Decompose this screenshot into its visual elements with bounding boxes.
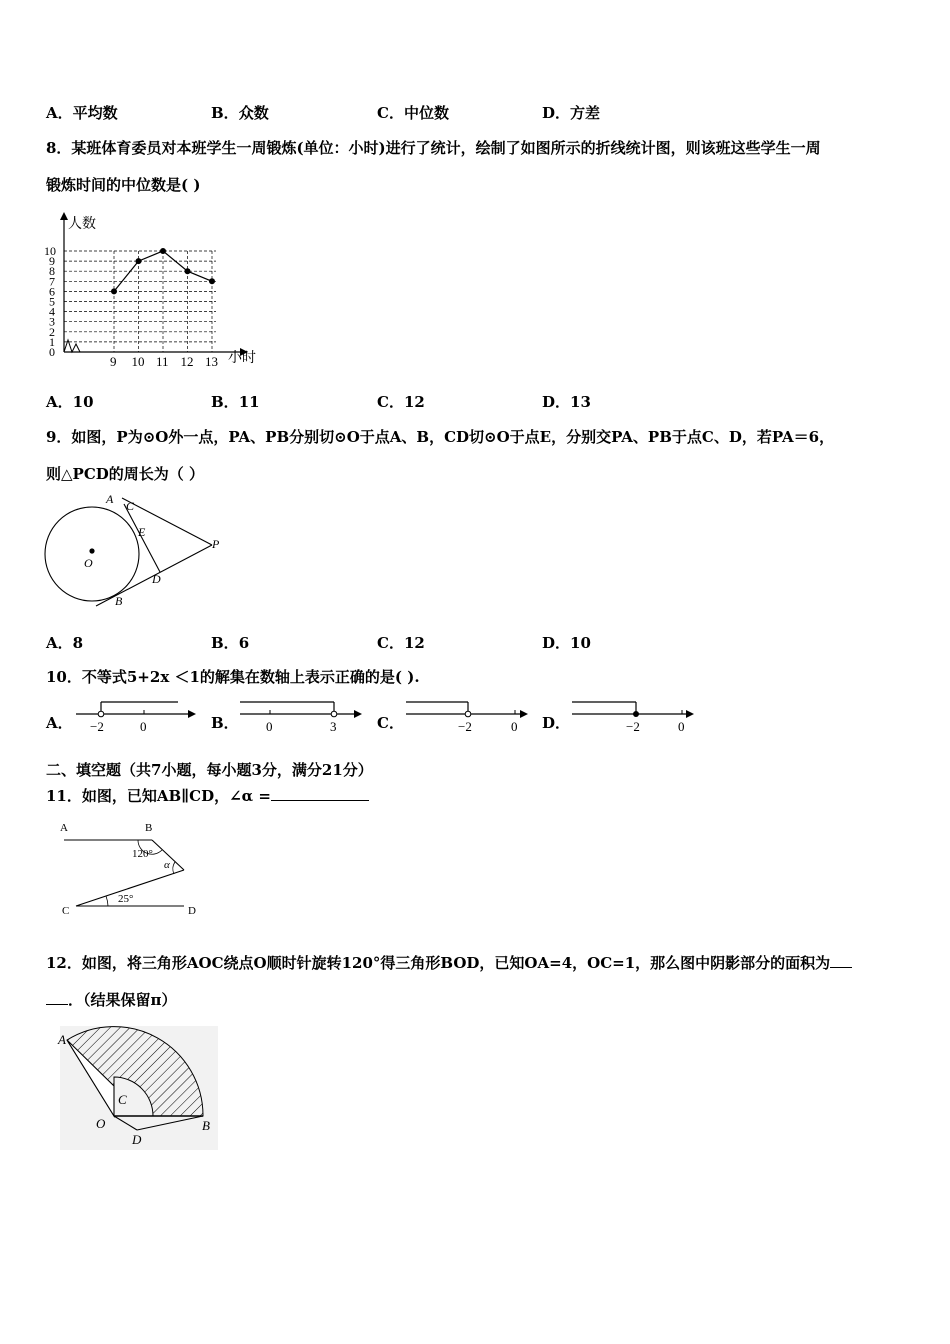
q11-answer-blank[interactable] (271, 788, 369, 801)
label-o: O (84, 556, 93, 570)
angle-alpha: α (164, 859, 170, 871)
q10-question: 10．不等式5+2x ＜1的解集在数轴上表示正确的是( ). (46, 668, 420, 686)
q9-option-c: C．12 (377, 634, 425, 652)
q8-option-b: B．11 (211, 393, 260, 411)
y-tick-label: 0 (49, 345, 55, 359)
y-tick-label: 9 (49, 254, 55, 269)
q8-option-d: D．13 (542, 393, 591, 411)
q11-parallel-lines-figure (56, 818, 206, 920)
label-e: E (138, 525, 146, 539)
x-tick-label: 9 (110, 354, 117, 368)
chart-grid (64, 251, 216, 352)
q12-answer-blank-b[interactable] (46, 992, 68, 1005)
q11-question: 11．如图，已知AB∥CD，∠α = (46, 785, 369, 806)
x-tick-label: 12 (180, 354, 194, 368)
y-tick-label: 7 (49, 274, 55, 289)
q9-option-d: D．10 (542, 634, 591, 652)
label-d: D (152, 572, 161, 586)
y-tick-label: 1 (49, 334, 55, 349)
y-tick-label: 8 (49, 264, 55, 279)
chart-y-arrow (60, 212, 68, 220)
tick-0: 0 (678, 719, 685, 734)
q8-question-line2: 锻炼时间的中位数是( ) (46, 176, 201, 194)
q12-rotation-figure (54, 1024, 220, 1152)
circle-o (45, 507, 139, 601)
q8-option-a: A．10 (46, 393, 94, 411)
tick-neg2: −2 (626, 719, 640, 734)
chart-y-label: 人数 (68, 217, 96, 232)
q8-line-chart (42, 212, 264, 368)
q10-option-c-letter: C． (377, 714, 404, 732)
q9-question-line2: 则△PCD的周长为（ ） (46, 465, 204, 483)
q10-option-b-numberline (238, 696, 368, 738)
y-tick-label: 2 (49, 324, 55, 339)
tick-3: 3 (330, 719, 337, 734)
q7-option-b: B．众数 (211, 104, 269, 122)
q9-tangent-figure (40, 490, 230, 614)
q8-option-c: C．12 (377, 393, 425, 411)
data-point (111, 288, 117, 294)
center-o-dot (89, 548, 94, 553)
label-c: C (126, 499, 135, 513)
label-b: B (115, 594, 123, 608)
q10-option-d-numberline (570, 696, 700, 738)
x-tick-label: 13 (205, 354, 218, 368)
y-tick-label: 5 (49, 294, 55, 309)
q10-option-a-numberline (74, 696, 200, 738)
label-a: A (60, 822, 68, 834)
chart-y-tick-labels (44, 244, 56, 359)
q12-answer-blank-a[interactable] (830, 955, 852, 968)
x-tick-label: 10 (131, 354, 145, 368)
data-point (160, 248, 166, 254)
chart-x-label: 小时 (228, 351, 256, 366)
data-point (185, 268, 191, 274)
q9-question-line1: 9．如图，P为⊙O外一点，PA、PB分别切⊙O于点A、B，CD切⊙O于点E，分别交PA、PB于点C、D，若PA＝6， (46, 428, 835, 446)
y-tick-label: 6 (49, 284, 55, 299)
q10-option-a-letter: A． (46, 714, 73, 732)
label-c: C (62, 905, 70, 917)
q7-option-c: C．中位数 (377, 104, 449, 122)
label-b: B (202, 1118, 210, 1133)
y-tick-label: 3 (49, 314, 55, 329)
label-c: C (118, 1092, 127, 1107)
angle-25: 25° (118, 893, 134, 905)
q10-option-c-numberline (404, 696, 534, 738)
chart-x-tick-labels (110, 354, 218, 368)
q7-option-a: A．平均数 (46, 104, 118, 122)
label-d: D (188, 905, 196, 917)
y-tick-label: 4 (49, 304, 55, 319)
data-point (209, 278, 215, 284)
q7-option-d: D．方差 (542, 104, 601, 122)
q9-option-b: B．6 (211, 634, 250, 652)
label-b: B (145, 822, 153, 834)
q12-question-line1: 12．如图，将三角形AOC绕点O顺时针旋转120°得三角形BOD，已知OA=4，OC=1，那么图中阴影部分的面积为 (46, 952, 852, 973)
x-tick-label: 11 (156, 354, 169, 368)
q9-option-a: A．8 (46, 634, 84, 652)
q10-option-b-letter: B． (211, 714, 239, 732)
angle-120: 120° (132, 848, 153, 860)
tick-neg2: −2 (458, 719, 472, 734)
section-2-title: 二、填空题（共7小题，每小题3分，满分21分） (46, 761, 373, 779)
label-o: O (96, 1116, 106, 1131)
data-point (136, 258, 142, 264)
q12-question-line2: ．（结果保留π） (46, 989, 176, 1010)
q10-option-d-letter: D． (542, 714, 571, 732)
tick-0: 0 (266, 719, 273, 734)
y-tick-label: 10 (44, 244, 56, 258)
tick-0: 0 (140, 719, 147, 734)
tick-0: 0 (511, 719, 518, 734)
tangent-pa (122, 498, 212, 545)
label-a: A (58, 1032, 66, 1047)
q8-question-line1: 8．某班体育委员对本班学生一周锻炼(单位：小时)进行了统计，绘制了如图所示的折线统计图，则该班这些学生一周 (46, 139, 821, 157)
label-p: P (212, 537, 220, 551)
tick-neg2: −2 (90, 719, 104, 734)
label-a: A (106, 492, 114, 506)
label-d: D (132, 1132, 142, 1147)
